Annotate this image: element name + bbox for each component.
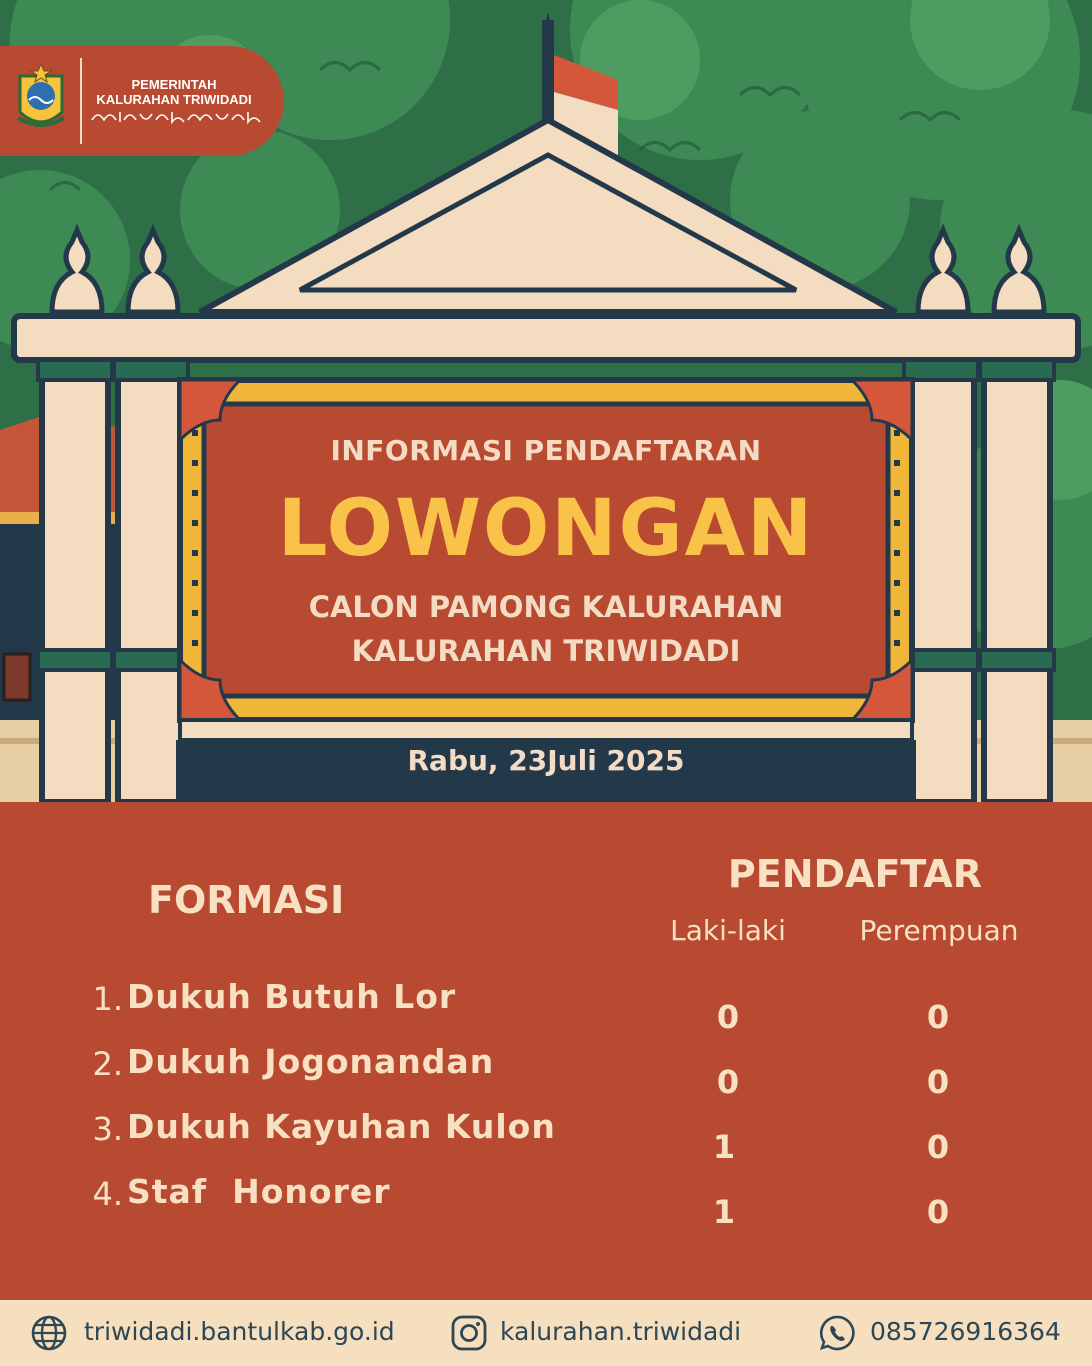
sign-subtitle: INFORMASI PENDAFTARAN — [330, 434, 762, 467]
regency-seal-icon — [12, 60, 70, 140]
announcement-date: Rabu, 23Juli 2025 — [407, 744, 685, 777]
row-female-count: 0 — [926, 1063, 950, 1101]
row-male-count: 0 — [716, 998, 740, 1036]
instagram-icon — [450, 1314, 488, 1352]
row-formasi-name: Dukuh Kayuhan Kulon — [127, 1107, 556, 1146]
org-name-line1: PEMERINTAH — [131, 77, 217, 92]
formasi-header: FORMASI — [148, 878, 345, 922]
row-male-count: 0 — [716, 1063, 740, 1101]
whatsapp-icon — [818, 1314, 856, 1352]
row-male-count: 1 — [712, 1128, 736, 1166]
pendaftar-header: PENDAFTAR — [727, 852, 983, 896]
female-column-header: Perempuan — [859, 914, 1019, 947]
row-female-count: 0 — [926, 1128, 950, 1166]
website-link[interactable]: triwidadi.bantulkab.go.id — [84, 1317, 395, 1346]
row-female-count: 0 — [926, 1193, 950, 1231]
contact-footer — [0, 1300, 1092, 1366]
male-column-header: Laki-laki — [670, 914, 786, 947]
badge-divider — [80, 58, 82, 144]
globe-icon — [30, 1314, 68, 1352]
sign-title: LOWONGAN — [277, 484, 815, 574]
sign-line-position: CALON PAMONG KALURAHAN — [308, 590, 784, 624]
row-formasi-name: Dukuh Jogonandan — [127, 1042, 495, 1081]
government-badge — [0, 46, 284, 156]
sign-line-village: KALURAHAN TRIWIDADI — [351, 634, 741, 668]
org-name-line2: KALURAHAN TRIWIDADI — [96, 92, 252, 107]
row-formasi-name: Dukuh Butuh Lor — [127, 977, 457, 1016]
instagram-link[interactable]: kalurahan.triwidadi — [500, 1317, 742, 1346]
row-male-count: 1 — [712, 1193, 736, 1231]
phone-link[interactable]: 085726916364 — [870, 1317, 1061, 1346]
row-number: 3. — [92, 1110, 123, 1148]
javanese-script-logo — [90, 108, 262, 126]
row-formasi-name: Staf Honorer — [127, 1172, 391, 1211]
row-number: 4. — [92, 1175, 123, 1213]
row-number: 1. — [92, 980, 123, 1018]
row-female-count: 0 — [926, 998, 950, 1036]
row-number: 2. — [92, 1045, 123, 1083]
